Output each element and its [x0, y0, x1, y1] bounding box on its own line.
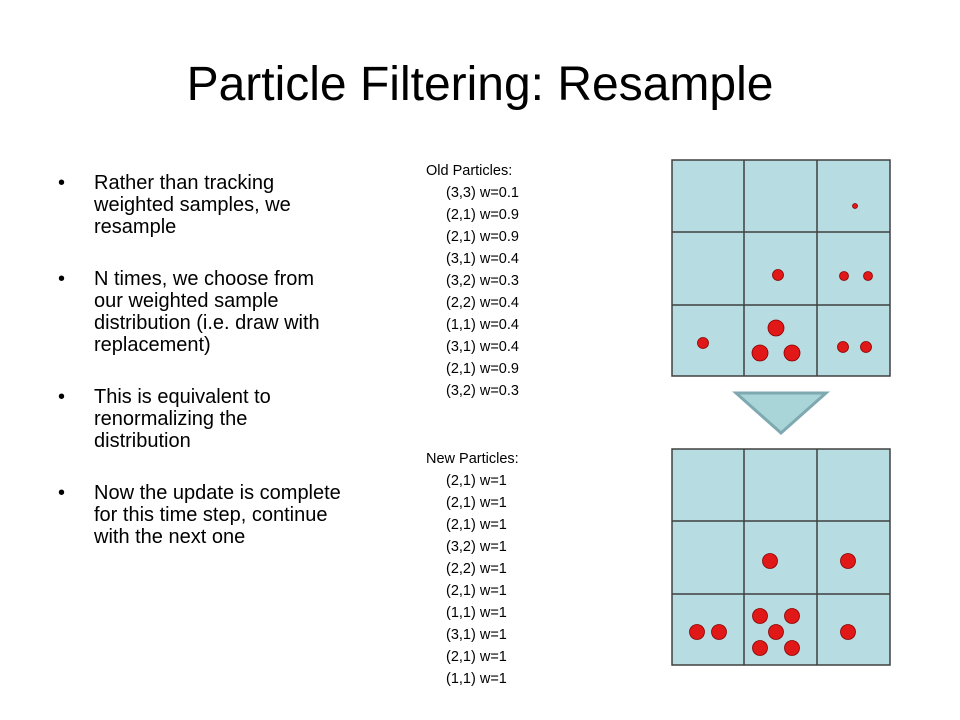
old-particle-item: (3,1) w=0.4 — [446, 251, 519, 267]
new-particle-item: (2,1) w=1 — [446, 583, 507, 599]
old-particle-item: (2,1) w=0.9 — [446, 229, 519, 245]
old-particle-item: (2,1) w=0.9 — [446, 207, 519, 223]
new-particles-heading: New Particles: — [426, 451, 519, 467]
slide-title: Particle Filtering: Resample — [186, 58, 774, 111]
particle — [753, 641, 768, 656]
particle — [763, 554, 778, 569]
old-particle-item: (3,1) w=0.4 — [446, 339, 519, 355]
new-particle-item: (1,1) w=1 — [446, 605, 507, 621]
particle — [840, 272, 849, 281]
bullet-item: • Rather than tracking weighted samples, we resample — [58, 172, 344, 238]
new-particle-item: (2,1) w=1 — [446, 495, 507, 511]
new-particle-item: (3,2) w=1 — [446, 539, 507, 555]
new-particle-item: (3,1) w=1 — [446, 627, 507, 643]
new-particle-item: (1,1) w=1 — [446, 671, 507, 687]
new-particle-item: (2,2) w=1 — [446, 561, 507, 577]
bullet-list — [58, 172, 358, 578]
particle — [864, 272, 873, 281]
new-particle-item: (2,1) w=1 — [446, 649, 507, 665]
particle — [785, 641, 800, 656]
particle — [853, 204, 858, 209]
new-particle-item: (2,1) w=1 — [446, 517, 507, 533]
old-particle-item: (2,2) w=0.4 — [446, 295, 519, 311]
new-particles-list — [426, 448, 519, 690]
bullet-item: • N times, we choose from our weighted sample distribution (i.e. draw with replacement) — [58, 268, 342, 356]
old-particle-item: (3,2) w=0.3 — [446, 383, 519, 399]
resample-arrow-icon — [732, 388, 832, 438]
new-particle-item: (2,1) w=1 — [446, 473, 507, 489]
old-particle-item: (1,1) w=0.4 — [446, 317, 519, 333]
old-particle-item: (3,2) w=0.3 — [446, 273, 519, 289]
old-particle-item: (2,1) w=0.9 — [446, 361, 519, 377]
particle — [769, 625, 784, 640]
particle — [841, 554, 856, 569]
old-particles-heading: Old Particles: — [426, 163, 513, 179]
particle — [690, 625, 705, 640]
particle — [698, 338, 709, 349]
particle — [784, 345, 800, 361]
bullet-item: • This is equivalent to renormalizing the distribution — [58, 386, 344, 452]
particle — [752, 345, 768, 361]
new-particles-grid — [671, 447, 893, 667]
bullet-item: • Now the update is complete for this time step, continue with the next one — [58, 482, 344, 548]
particle — [861, 342, 872, 353]
particle — [838, 342, 849, 353]
arrow-triangle — [736, 393, 826, 433]
old-particle-item: (3,3) w=0.1 — [446, 185, 519, 201]
particle — [841, 625, 856, 640]
particle — [712, 625, 727, 640]
particle — [768, 320, 784, 336]
particle — [773, 270, 784, 281]
old-particles-grid — [671, 158, 893, 378]
particle — [785, 609, 800, 624]
particle — [753, 609, 768, 624]
old-particles-list — [426, 160, 519, 402]
